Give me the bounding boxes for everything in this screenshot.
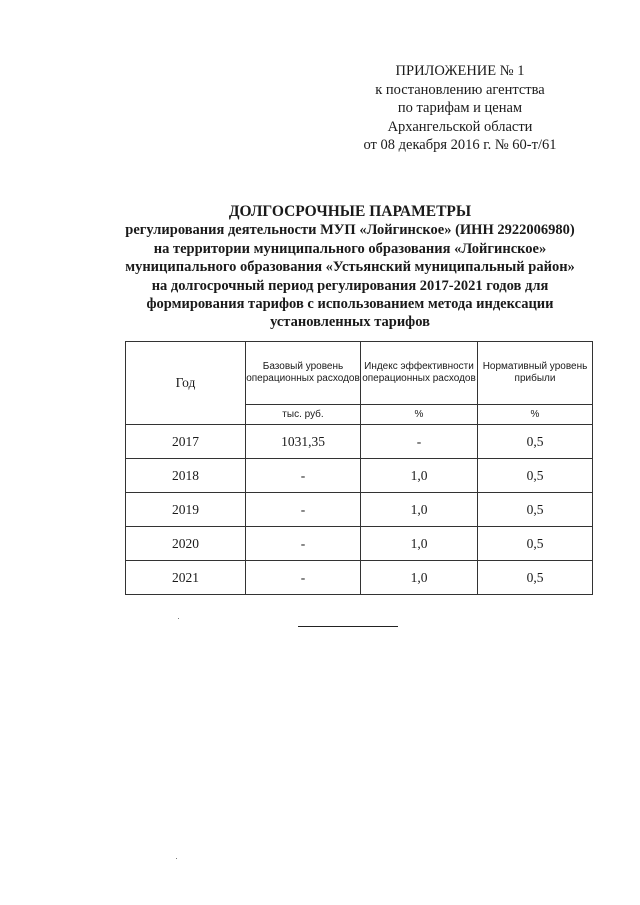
cell-efficiency-index: 1,0 — [361, 493, 478, 527]
appendix-header — [330, 62, 590, 155]
cell-year: 2021 — [126, 561, 246, 595]
cell-efficiency-index: - — [361, 425, 478, 459]
cell-year: 2018 — [126, 459, 246, 493]
unit-profit-level: % — [478, 405, 593, 425]
title-line-6: установленных тарифов — [270, 314, 430, 331]
appendix-reference: к постановлению агентства — [375, 81, 545, 98]
cell-base-level: - — [246, 493, 361, 527]
cell-profit-level: 0,5 — [478, 527, 593, 561]
unit-base-level: тыс. руб. — [246, 405, 361, 425]
cell-efficiency-index: 1,0 — [361, 561, 478, 595]
cell-year: 2019 — [126, 493, 246, 527]
cell-year: 2017 — [126, 425, 246, 459]
cell-base-level: - — [246, 459, 361, 493]
header-profit-level: Нормативный уровень прибыли — [478, 342, 593, 405]
cell-profit-level: 0,5 — [478, 425, 593, 459]
cell-efficiency-index: 1,0 — [361, 527, 478, 561]
cell-base-level: - — [246, 561, 361, 595]
table-row — [126, 459, 593, 493]
table-row — [126, 493, 593, 527]
unit-efficiency-index: % — [361, 405, 478, 425]
title-line-3: муниципального образования «Устьянский муниципальный район» — [125, 259, 575, 276]
scan-speck — [176, 858, 177, 859]
title-line-1: регулирования деятельности МУП «Лойгинское» (ИНН 2922006980) — [125, 222, 575, 239]
scan-speck — [178, 618, 179, 619]
table-row — [126, 425, 593, 459]
cell-year: 2020 — [126, 527, 246, 561]
closing-divider-line — [298, 626, 398, 627]
title-line-5: формирования тарифов с использованием метода индексации — [146, 296, 554, 313]
appendix-agency: по тарифам и ценам — [397, 100, 523, 116]
appendix-region: Архангельской области — [387, 118, 533, 135]
header-year: Год — [126, 342, 246, 425]
cell-base-level: - — [246, 527, 361, 561]
cell-base-level: 1031,35 — [246, 425, 361, 459]
title-main: ДОЛГОСРОЧНЫЕ ПАРАМЕТРЫ — [228, 203, 472, 220]
title-line-4: на долгосрочный период регулирования 2017-2021 годов для — [151, 277, 549, 294]
document-title — [60, 203, 640, 332]
cell-profit-level: 0,5 — [478, 561, 593, 595]
title-line-2: на территории муниципального образования «Лойгинское» — [153, 240, 547, 257]
appendix-date: от 08 декабря 2016 г. № 60-т/61 — [363, 137, 557, 153]
header-base-level: Базовый уровень операционных расходов — [246, 342, 361, 405]
table-header-row — [126, 342, 593, 405]
table-row — [126, 527, 593, 561]
cell-profit-level: 0,5 — [478, 459, 593, 493]
table-row — [126, 561, 593, 595]
header-efficiency-index: Индекс эффективности операционных расходов — [361, 342, 478, 405]
appendix-number: ПРИЛОЖЕНИЕ № 1 — [395, 63, 525, 79]
cell-profit-level: 0,5 — [478, 493, 593, 527]
cell-efficiency-index: 1,0 — [361, 459, 478, 493]
parameters-table — [125, 341, 593, 595]
